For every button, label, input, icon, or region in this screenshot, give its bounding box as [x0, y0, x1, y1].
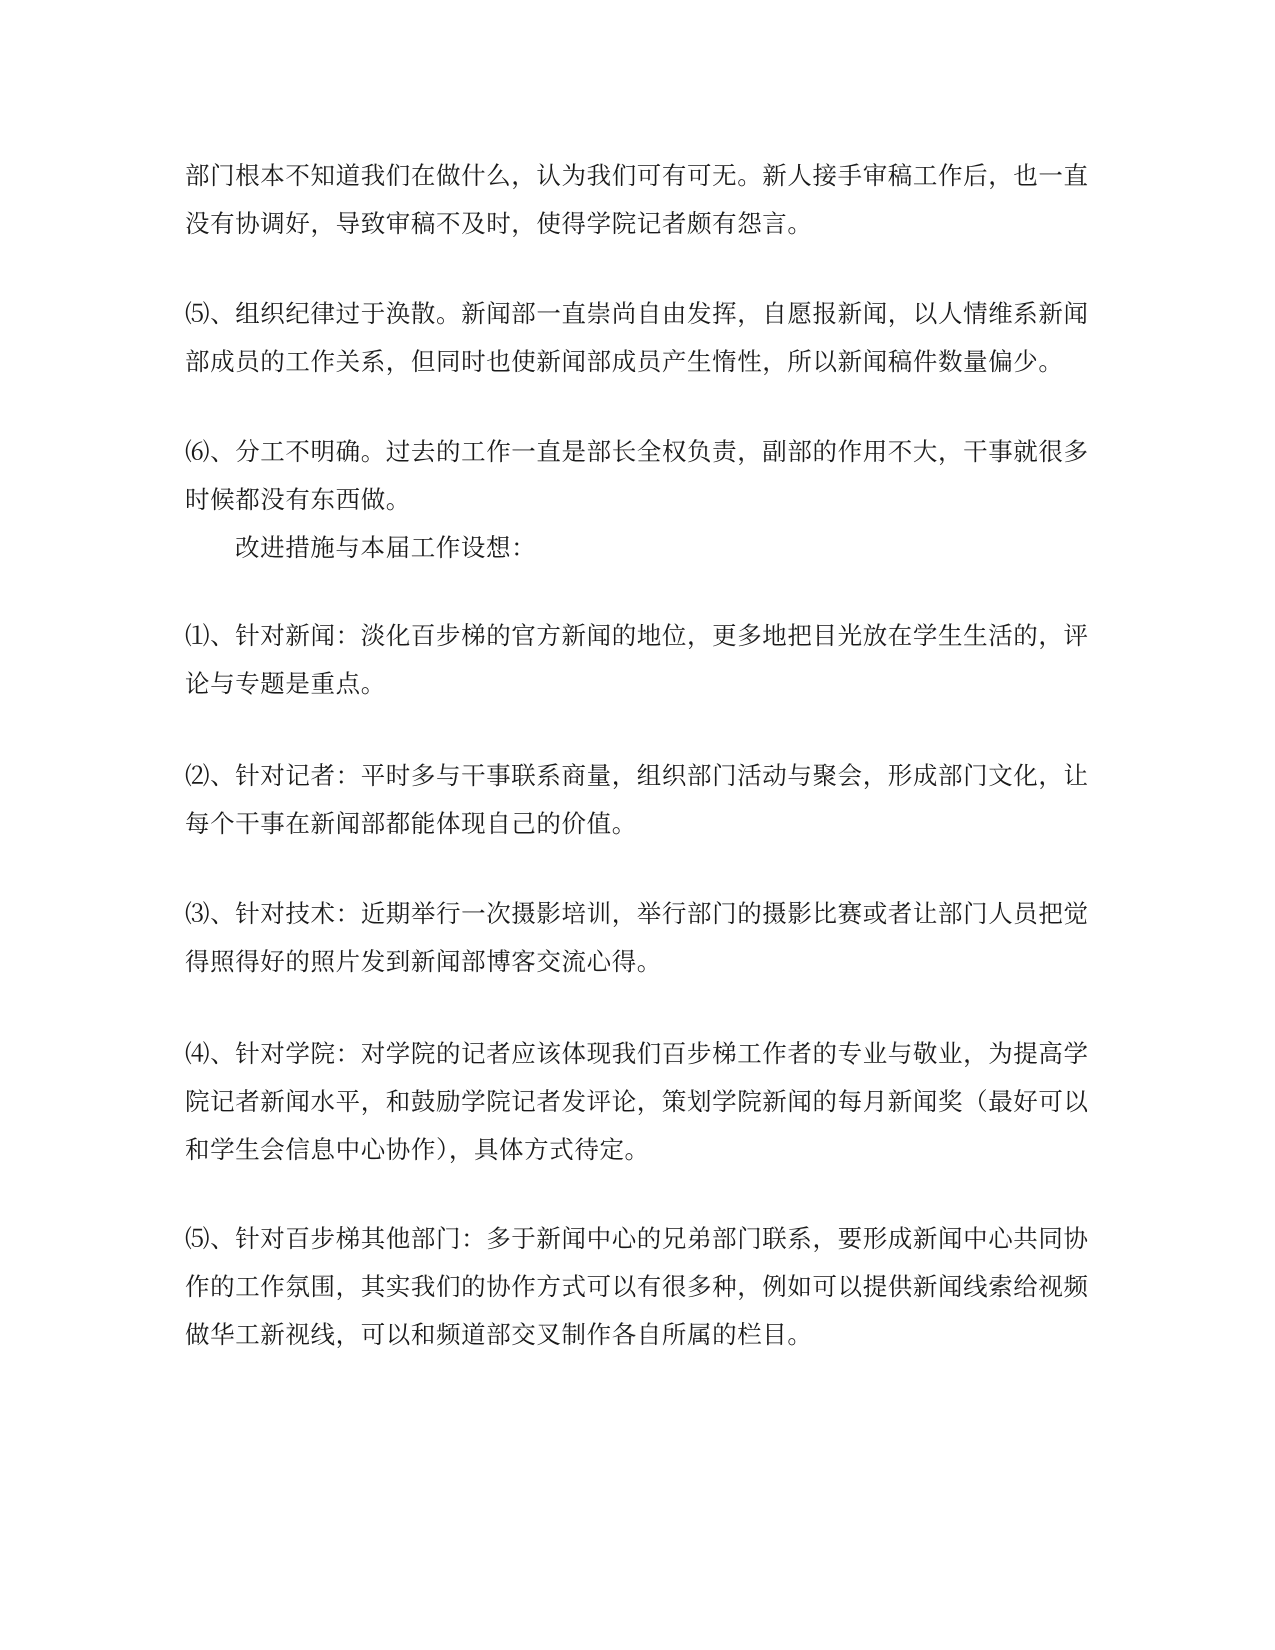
text-line: 部门根本不知道我们在做什么，认为我们可有可无。新人接手审稿工作后，也一直 — [185, 161, 1089, 190]
paragraph-measure-reporters — [185, 752, 1095, 848]
paragraph-measure-news — [185, 612, 1095, 708]
paragraph-measure-departments — [185, 1215, 1095, 1359]
section-heading-text: 改进措施与本届工作设想： — [235, 533, 537, 562]
text-line: ⑸、组织纪律过于涣散。新闻部一直崇尚自由发挥，自愿报新闻，以人情维系新闻 — [185, 299, 1089, 328]
text-line: ⑶、针对技术：近期举行一次摄影培训，举行部门的摄影比赛或者让部门人员把觉 — [185, 899, 1089, 928]
text-line: 每个干事在新闻部都能体现自己的价值。 — [185, 809, 637, 838]
text-line: 得照得好的照片发到新闻部博客交流心得。 — [185, 947, 662, 976]
text-line: ⑵、针对记者：平时多与干事联系商量，组织部门活动与聚会，形成部门文化，让 — [185, 761, 1089, 790]
text-line: 没有协调好，导致审稿不及时，使得学院记者颇有怨言。 — [185, 209, 813, 238]
text-line: ⑸、针对百步梯其他部门：多于新闻中心的兄弟部门联系，要形成新闻中心共同协 — [185, 1224, 1089, 1253]
paragraph-measure-colleges — [185, 1030, 1095, 1174]
text-line: 做华工新视线，可以和频道部交叉制作各自所属的栏目。 — [185, 1320, 813, 1349]
text-line: 和学生会信息中心协作），具体方式待定。 — [185, 1135, 650, 1164]
text-line: 时候都没有东西做。 — [185, 485, 411, 514]
text-line: ⑴、针对新闻：淡化百步梯的官方新闻的地位，更多地把目光放在学生生活的，评 — [185, 621, 1089, 650]
paragraph-review-issue — [185, 152, 1095, 248]
text-line: 论与专题是重点。 — [185, 669, 386, 698]
paragraph-measure-technique — [185, 890, 1095, 986]
section-heading — [185, 524, 1145, 572]
paragraph-division-issue — [185, 428, 1095, 524]
paragraph-discipline-issue — [185, 290, 1095, 386]
text-line: 部成员的工作关系，但同时也使新闻部成员产生惰性，所以新闻稿件数量偏少。 — [185, 347, 1064, 376]
text-line: 作的工作氛围，其实我们的协作方式可以有很多种，例如可以提供新闻线索给视频 — [185, 1272, 1089, 1301]
text-line: ⑹、分工不明确。过去的工作一直是部长全权负责，副部的作用不大，干事就很多 — [185, 437, 1089, 466]
text-line: ⑷、针对学院：对学院的记者应该体现我们百步梯工作者的专业与敬业，为提高学 — [185, 1039, 1089, 1068]
text-line: 院记者新闻水平，和鼓励学院记者发评论，策划学院新闻的每月新闻奖（最好可以 — [185, 1087, 1089, 1116]
